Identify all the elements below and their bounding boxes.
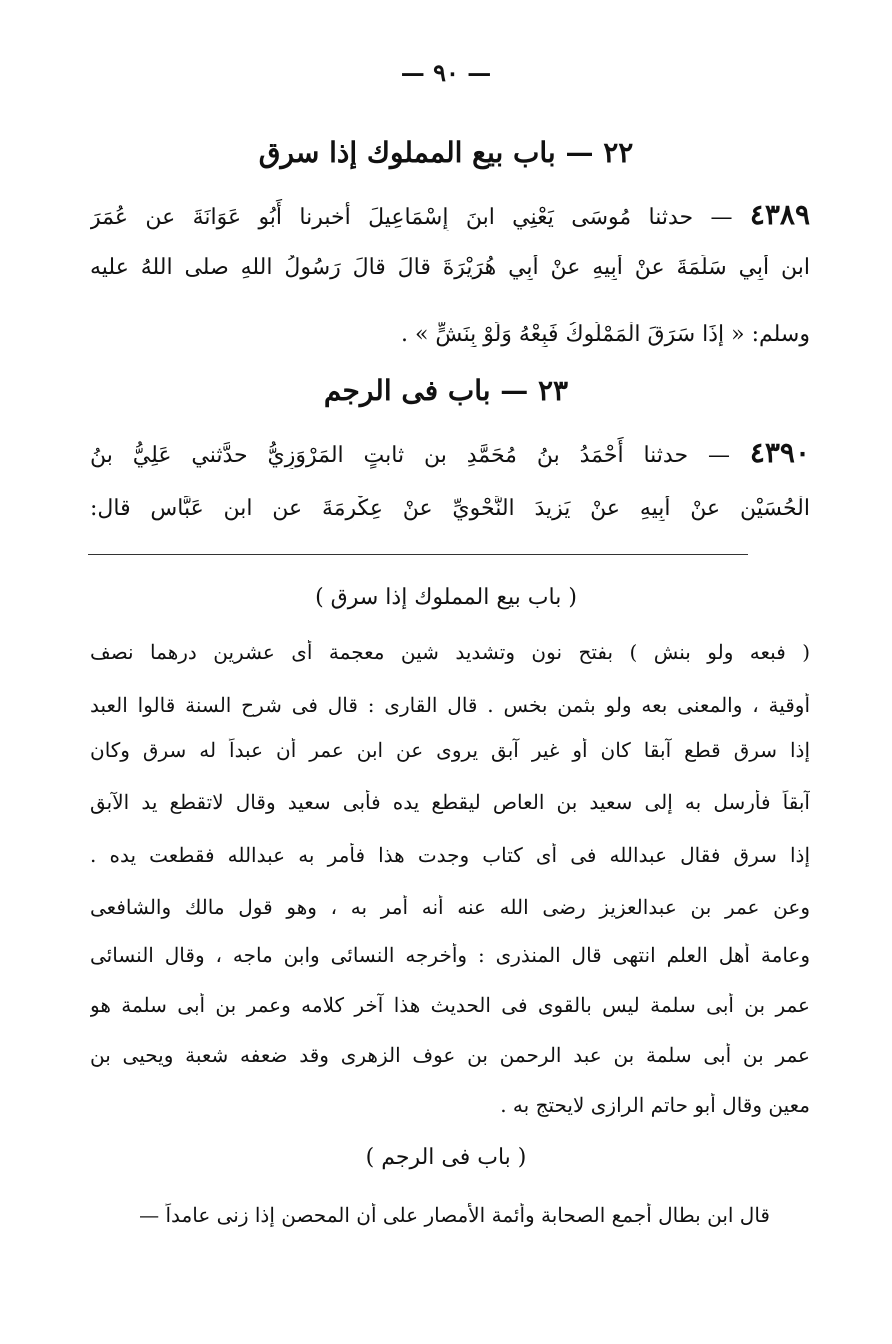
commentary-line-7: وعامة أهل العلم انتهى قال المنذرى : وأخرجه النسائى وابن ماجه ، وقال النسائى — [90, 943, 810, 967]
hadith-4389-text-1: — حدثنا مُوسَى يَعْنِي ابنَ إِسْمَاعِيلَ أخبرنا أَبُو عَوَانَةَ عن عُمَرَ — [90, 205, 733, 230]
commentary-line-9: عمر بن أبى سلمة بن عبد الرحمن بن عوف الزهرى وقد ضعفه شعبة ويحيى بن — [90, 1043, 810, 1067]
commentary-divider — [88, 554, 748, 555]
commentary-heading-2: ( باب فى الرجم ) — [365, 1145, 527, 1170]
hadith-4389-line-1 — [90, 198, 810, 231]
commentary-heading-1: ( باب بيع المملوك إذا سرق ) — [315, 585, 577, 610]
commentary-line-4: آبقاً فأرسل به إلى سعيد بن العاص ليقطع يده فأبى سعيد وقال لاتقطع يد الآبق — [90, 790, 810, 814]
hadith-4389-line-3: وسلم: « إِذَا سَرَقَ الْمَمْلُوكُ فَبِعْهُ وَلَوْ بِنَشٍّ » . — [400, 322, 810, 347]
commentary-line-1: ( فبعه ولو بنش ) بفتح نون وتشديد شين معجمة أى عشرين درهما نصف — [90, 640, 810, 664]
commentary-line-6: وعن عمر بن عبدالعزيز رضى الله عنه أنه أمر به ، وهو قول مالك والشافعى — [90, 895, 810, 919]
commentary-line-2: أوقية ، والمعنى بعه ولو بثمن بخس . قال القارى : قال فى شرح السنة قالوا العبد — [90, 693, 810, 717]
commentary-line-11: قال ابن بطال أجمع الصحابة وأئمة الأمصار على أن المحصن إذا زنى عامداً — — [139, 1203, 770, 1227]
hadith-4390-line-1 — [90, 436, 810, 469]
commentary-line-8: عمر بن أبى سلمة ليس بالقوى فى الحديث هذا آخر كلامه وعمر بن أبى سلمة هو — [90, 993, 810, 1017]
commentary-line-3: إذا سرق قطع آبقا كان أو غير آبق يروى عن ابن عمر أن عبداً له سرق وكان — [90, 738, 810, 762]
commentary-line-5: إذا سرق فقال عبدالله فى أى كتاب وجدت هذا فأمر به عبدالله فقطعت يده . — [90, 843, 810, 867]
page-number: — ٩٠ — — [400, 58, 492, 87]
hadith-4390-line-2: الْحُسَيْنِ عنْ أَبِيهِ عنْ يَزِيدَ النَّحْوِيِّ عنْ عِكْرِمَةَ عن ابن عَبَّاسٍ قال: — [90, 496, 810, 521]
hadith-4389-line-2: ابنِ أَبِي سَلَمَةَ عنْ أَبِيهِ عنْ أَبِي هُرَيْرَةَ قالَ قالَ رَسُولُ اللهِ صلى اللهُ عليه — [90, 255, 810, 280]
hadith-number-4389: ٤٣٨٩ — [749, 198, 810, 231]
commentary-line-10: معين وقال أبو حاتم الرازى لايحتج به . — [500, 1093, 810, 1117]
hadith-4390-text-1: — حدثنا أَحْمَدُ بنُ مُحَمَّدِ بن ثابتٍ المَرْوَزِيُّ حدَّثني عَلِيُّ بنُ — [90, 443, 730, 468]
chapter-22-heading: ٢٢ — باب بيع المملوك إذا سرق — [258, 136, 634, 169]
hadith-number-4390: ٤٣٩٠ — [749, 436, 810, 469]
chapter-23-heading: ٢٣ — باب فى الرجم — [323, 374, 569, 407]
